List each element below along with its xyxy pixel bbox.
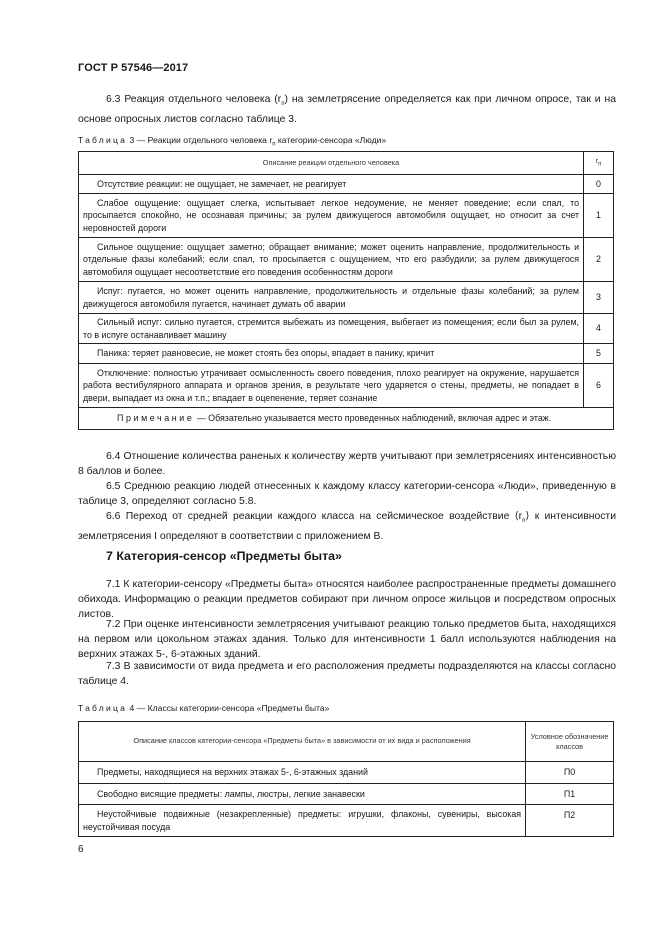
row-val: П1	[526, 784, 614, 805]
table-row	[79, 805, 614, 837]
paragraph-7-3	[78, 659, 616, 689]
subscript: п	[281, 101, 285, 108]
table-row	[79, 175, 614, 194]
page-number: 6	[78, 844, 84, 855]
table-row	[79, 784, 614, 805]
row-desc	[79, 805, 526, 837]
table3-note	[79, 408, 614, 430]
row-val: 5	[584, 344, 614, 364]
row-desc	[79, 364, 584, 408]
paragraph-text: 6.4 Отношение количества раненых к количеству жертв учитывают при землетрясениях интенсивностью 8 баллов и более.	[78, 451, 616, 478]
row-desc	[79, 314, 584, 344]
paragraph-6-4	[78, 449, 616, 479]
note-text: — Обязательно указывается место проведенных наблюдений, включая адрес и этаж.	[194, 413, 552, 424]
header-symbol: r	[595, 156, 599, 166]
caption-word: Таблица	[78, 135, 128, 145]
row-desc	[79, 282, 584, 314]
row-val: 3	[584, 282, 614, 314]
row-val: 4	[584, 314, 614, 344]
cell-text: Отключение: полностью утрачивает осмысленность своего поведения, плохо реагирует на окружение, нарушается работа вестибулярного аппарата и органов зрения, в результате чего ударяется о стены, предметы, не попадает в двери, выпадает из окна и т.п.; впадает в оцепенение, теряет сознание	[83, 368, 580, 403]
row-val: 6	[584, 364, 614, 408]
cell-text: Неустойчивые подвижные (незакрепленные) предметы: игрушки, флаконы, сувениры, высокая неустойчивая посуда	[83, 809, 522, 832]
row-val: П0	[526, 762, 614, 784]
table-row	[79, 762, 614, 784]
subscript: п	[272, 141, 276, 148]
table4-header-desc: Описание классов категории-сенсора «Предметы быта» в зависимости от их вида и расположения	[79, 722, 526, 762]
table4-header-val: Условное обозначение классов	[526, 722, 614, 762]
subscript: п	[598, 161, 602, 168]
table3-header-val	[584, 152, 614, 175]
paragraph-text: ) на землетрясение определяется как при личном опросе, так и на основе опросных листов согласно таблице 3.	[78, 94, 616, 126]
cell-text: Паника: теряет равновесие, не может стоять без опоры, впадает в панику, кричит	[97, 348, 435, 359]
table4-caption	[78, 703, 329, 713]
note-word: Примечание	[117, 413, 195, 424]
document-header: ГОСТ Р 57546—2017	[78, 62, 189, 74]
paragraph-text: ⟩ к интенсивности землетрясения I определяют в соответствии с приложением В.	[78, 511, 616, 543]
table-row	[79, 344, 614, 364]
cell-text: Свободно висящие предметы: лампы, люстры, легкие занавески	[97, 788, 365, 799]
paragraph-text: 7.1 К категории-сенсору «Предметы быта» относятся наиболее распространенные предметы домашнего обихода. Информацию о реакции предметов собирают при личном опросе жильцов и посредством опросных листов.	[78, 579, 616, 621]
section-7-heading: 7 Категория-сенсор «Предметы быта»	[106, 549, 342, 563]
caption-text: 4 — Классы категории-сенсора «Предметы быта»	[129, 703, 330, 713]
row-val: 2	[584, 238, 614, 282]
subscript: п	[522, 518, 526, 525]
row-desc	[79, 344, 584, 364]
table-row	[79, 194, 614, 238]
row-val: 1	[584, 194, 614, 238]
cell-text: Отсутствие реакции: не ощущает, не замечает, не реагирует	[97, 178, 347, 189]
paragraph-6-6	[78, 509, 616, 544]
row-val: П2	[526, 805, 614, 837]
paragraph-7-2	[78, 617, 616, 663]
row-desc	[79, 238, 584, 282]
paragraph-7-1	[78, 577, 616, 623]
cell-text: Слабое ощущение: ощущает слегка, испытывает легкое недоумение, не меняет поведение; если спал, то просыпается спокойно, не осознавая причины; за рулем движущегося автомобиля ощущает, но относит за счет неровностей дороги	[83, 198, 580, 233]
paragraph-text: 7.3 В зависимости от вида предмета и его расположения предметы подразделяются на классы согласно таблице 4.	[78, 661, 616, 688]
cell-text: Сильное ощущение: ощущает заметно; обращает внимание; может оценить направление, продолжительность и отдельные фазы колебаний; если спал, то просыпается с ощущением, что его разбудили; за рулем движущегося автомобиля ощущает несоответствие его поведения особенностям дороги	[83, 242, 580, 277]
table4	[78, 721, 614, 837]
cell-text: Испуг: пугается, но может оценить направление, продолжительность и отдельные фазы колебаний; за рулем движущегося автомобиля пугается, начинает думать об аварии	[83, 286, 580, 309]
paragraph-text: 6.6 Переход от средней реакции каждого класса на сейсмическое воздействие ⟨r	[106, 511, 523, 522]
table-row	[79, 364, 614, 408]
paragraph-text: 6.3 Реакция отдельного человека (r	[106, 94, 282, 105]
paragraph-text: 6.5 Среднюю реакцию людей отнесенных к каждому классу категории-сенсора «Люди», приведенную в таблице 3, определяют согласно 5.8.	[78, 481, 616, 508]
table3-header-desc: Описание реакции отдельного человека	[79, 152, 584, 175]
table3-caption	[78, 135, 386, 148]
paragraph-6-5	[78, 479, 616, 509]
table-row	[79, 282, 614, 314]
caption-word: Таблица	[78, 703, 128, 713]
table-row	[79, 314, 614, 344]
paragraph-text: 7.2 При оценке интенсивности землетрясения учитывают реакцию только предметов быта, находящихся на первом или цокольном этажах здания. Только для интенсивности 1 балл используются наблюдения на верхних этажах 5-, 6-этажных зданий.	[78, 619, 616, 661]
row-desc	[79, 175, 584, 194]
cell-text: Сильный испуг: сильно пугается, стремится выбежать из помещения, выбегает из помещения; если был за рулем, то в испуге останавливает машину	[83, 317, 580, 340]
row-desc	[79, 762, 526, 784]
table3-note-row	[79, 408, 614, 430]
caption-text: 3 — Реакции отдельного человека r	[129, 135, 273, 145]
row-desc	[79, 194, 584, 238]
cell-text: Предметы, находящиеся на верхних этажах 5-, 6-этажных зданий	[97, 767, 368, 778]
caption-text: категории-сенсора «Люди»	[275, 135, 387, 145]
paragraph-6-3	[78, 92, 616, 127]
table-row	[79, 238, 614, 282]
row-val: 0	[584, 175, 614, 194]
table3	[78, 151, 614, 430]
row-desc	[79, 784, 526, 805]
